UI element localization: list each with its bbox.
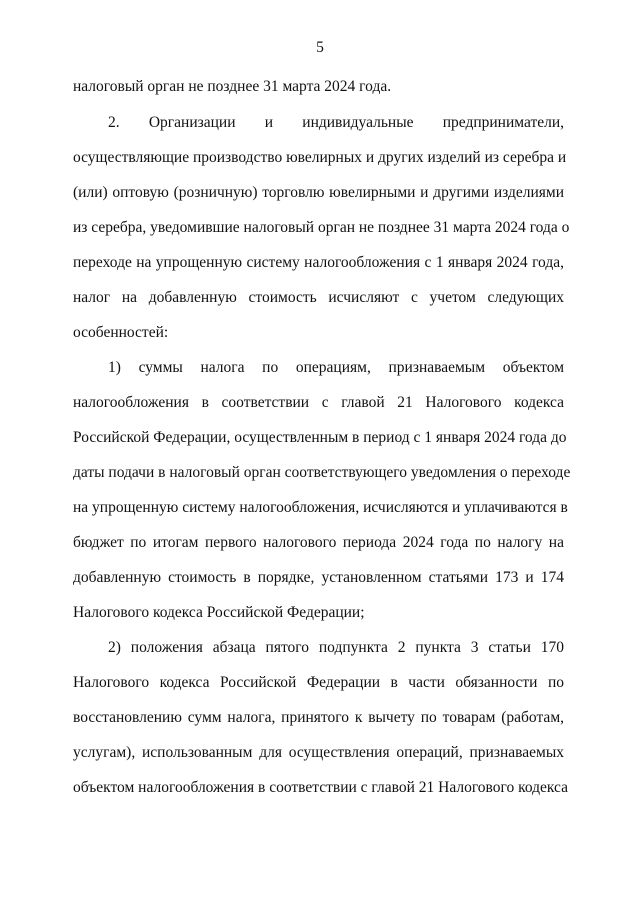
text-line: бюджет по итогам первого налогового периода 2024 года по налогу на: [73, 534, 564, 551]
page-number: 5: [316, 39, 324, 56]
text-line: налог на добавленную стоимость исчисляют с учетом следующих: [73, 289, 564, 306]
text-line: на упрощенную систему налогообложения, исчисляются и уплачиваются в: [73, 499, 568, 516]
text-line: налогообложения в соответствии с главой 21 Налогового кодекса: [73, 394, 564, 411]
text-line: из серебра, уведомившие налоговый орган не позднее 31 марта 2024 года о: [73, 219, 570, 236]
text-line: объектом налогообложения в соответствии с главой 21 Налогового кодекса: [73, 779, 569, 796]
text-line: добавленную стоимость в порядке, установленном статьями 173 и 174: [73, 569, 564, 586]
text-line: особенностей:: [73, 324, 169, 341]
text-line: Налогового кодекса Российской Федерации;: [73, 604, 365, 621]
text-line: услугам), использованным для осуществления операций, признаваемых: [73, 744, 564, 761]
text-line: Российской Федерации, осуществленным в период с 1 января 2024 года до: [73, 429, 567, 446]
text-line: восстановлению сумм налога, принятого к вычету по товарам (работам,: [73, 709, 564, 726]
text-line: 2) положения абзаца пятого подпункта 2 пункта 3 статьи 170: [108, 639, 564, 656]
text-line: (или) оптовую (розничную) торговлю ювелирными и другими изделиями: [73, 184, 564, 201]
text-line: даты подачи в налоговый орган соответствующего уведомления о переходе: [73, 464, 571, 481]
text-line: налоговый орган не позднее 31 марта 2024 года.: [73, 78, 392, 95]
text-line: переходе на упрощенную систему налогообложения с 1 января 2024 года,: [73, 254, 564, 271]
text-line: Налогового кодекса Российской Федерации в части обязанности по: [73, 674, 564, 691]
text-line: 2. Организации и индивидуальные предприниматели,: [108, 114, 564, 131]
text-line: 1) суммы налога по операциям, признаваемым объектом: [108, 359, 564, 376]
text-line: осуществляющие производство ювелирных и других изделий из серебра и: [73, 149, 567, 166]
